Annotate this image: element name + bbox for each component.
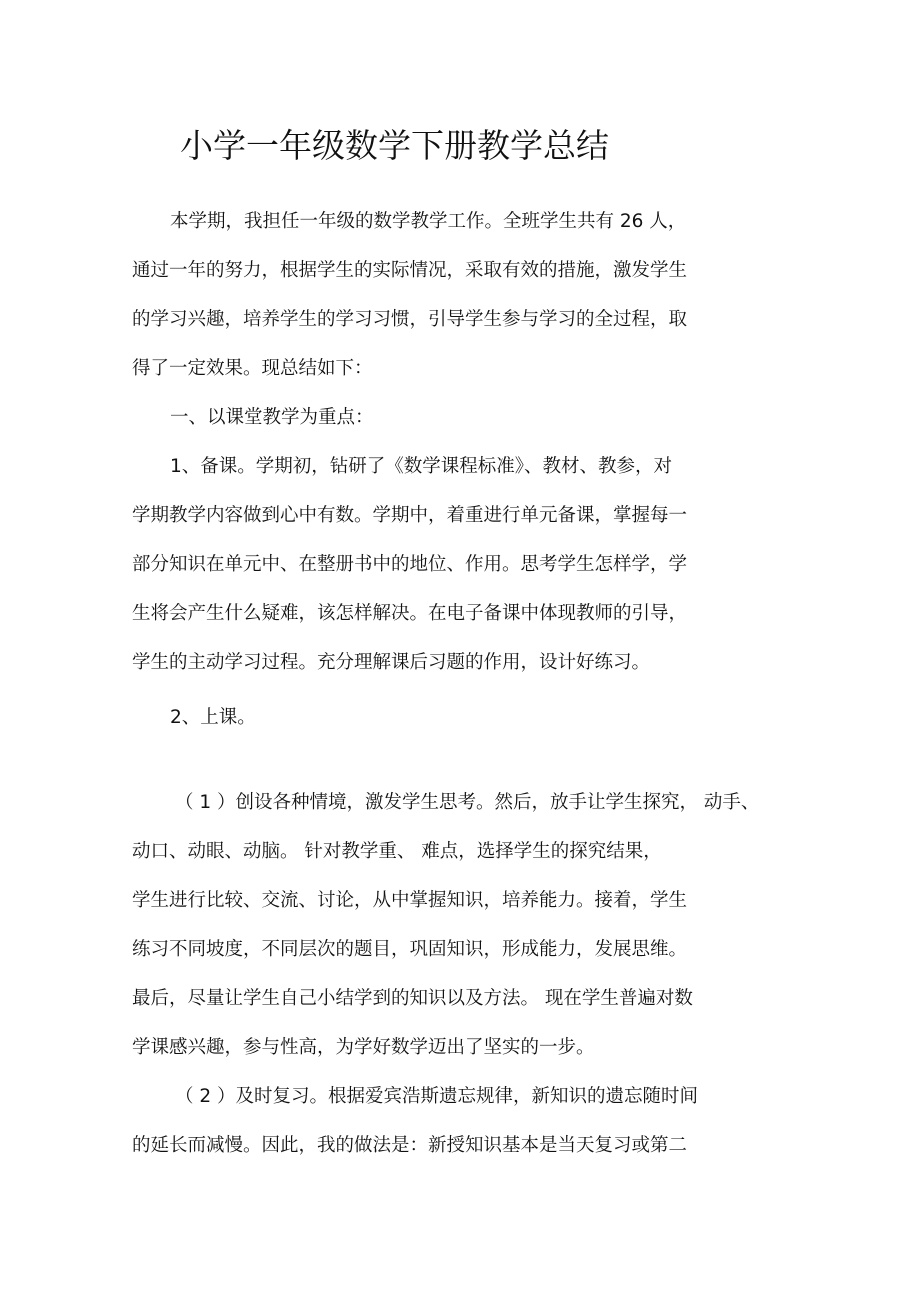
paragraph-line: （ 2 ）及时复习。根据爱宾浩斯遗忘规律，新知识的遗忘随时间 bbox=[175, 1086, 699, 1107]
paragraph-line: 动口、动眼、动脑。 针对教学重、 难点，选择学生的探究结果， bbox=[132, 841, 662, 862]
paragraph-line: 学生进行比较、交流、讨论，从中掌握知识，培养能力。接着，学生 bbox=[132, 890, 688, 911]
subsection-heading: 2、上课。 bbox=[170, 707, 256, 728]
paragraph-line: 学期教学内容做到心中有数。学期中，着重进行单元备课，掌握每一 bbox=[132, 505, 688, 526]
paragraph-line: 部分知识在单元中、在整册书中的地位、作用。思考学生怎样学，学 bbox=[132, 554, 688, 575]
paragraph-line: 的学习兴趣，培养学生的学习习惯，引导学生参与学习的全过程，取 bbox=[132, 309, 688, 330]
document-title: 小学一年级数学下册教学总结 bbox=[180, 126, 609, 165]
paragraph-line: 通过一年的努力，根据学生的实际情况，采取有效的措施，激发学生 bbox=[132, 260, 688, 281]
paragraph-line: 练习不同坡度，不同层次的题目，巩固知识，形成能力，发展思维。 bbox=[132, 939, 688, 960]
paragraph-line: 生将会产生什么疑难，该怎样解决。在电子备课中体现教师的引导， bbox=[132, 603, 688, 624]
paragraph-line: 1、备课。学期初，钻研了《数学课程标准》、教材、教参，对 bbox=[170, 456, 673, 477]
paragraph-line: 的延长而减慢。因此，我的做法是：新授知识基本是当天复习或第二 bbox=[132, 1135, 688, 1156]
paragraph-line: 学课感兴趣，参与性高，为学好数学迈出了坚实的一步。 bbox=[132, 1037, 595, 1058]
paragraph-line: 最后，尽量让学生自己小结学到的知识以及方法。 现在学生普遍对数 bbox=[132, 988, 693, 1009]
paragraph-line: （ 1 ）创设各种情境，激发学生思考。然后，放手让学生探究， 动手、 bbox=[175, 792, 760, 813]
paragraph-line: 本学期，我担任一年级的数学教学工作。全班学生共有 26 人， bbox=[170, 211, 687, 232]
paragraph-line: 学生的主动学习过程。充分理解课后习题的作用，设计好练习。 bbox=[132, 652, 651, 673]
paragraph-line: 得了一定效果。现总结如下： bbox=[132, 358, 373, 379]
section-heading: 一、以课堂教学为重点： bbox=[170, 407, 374, 428]
